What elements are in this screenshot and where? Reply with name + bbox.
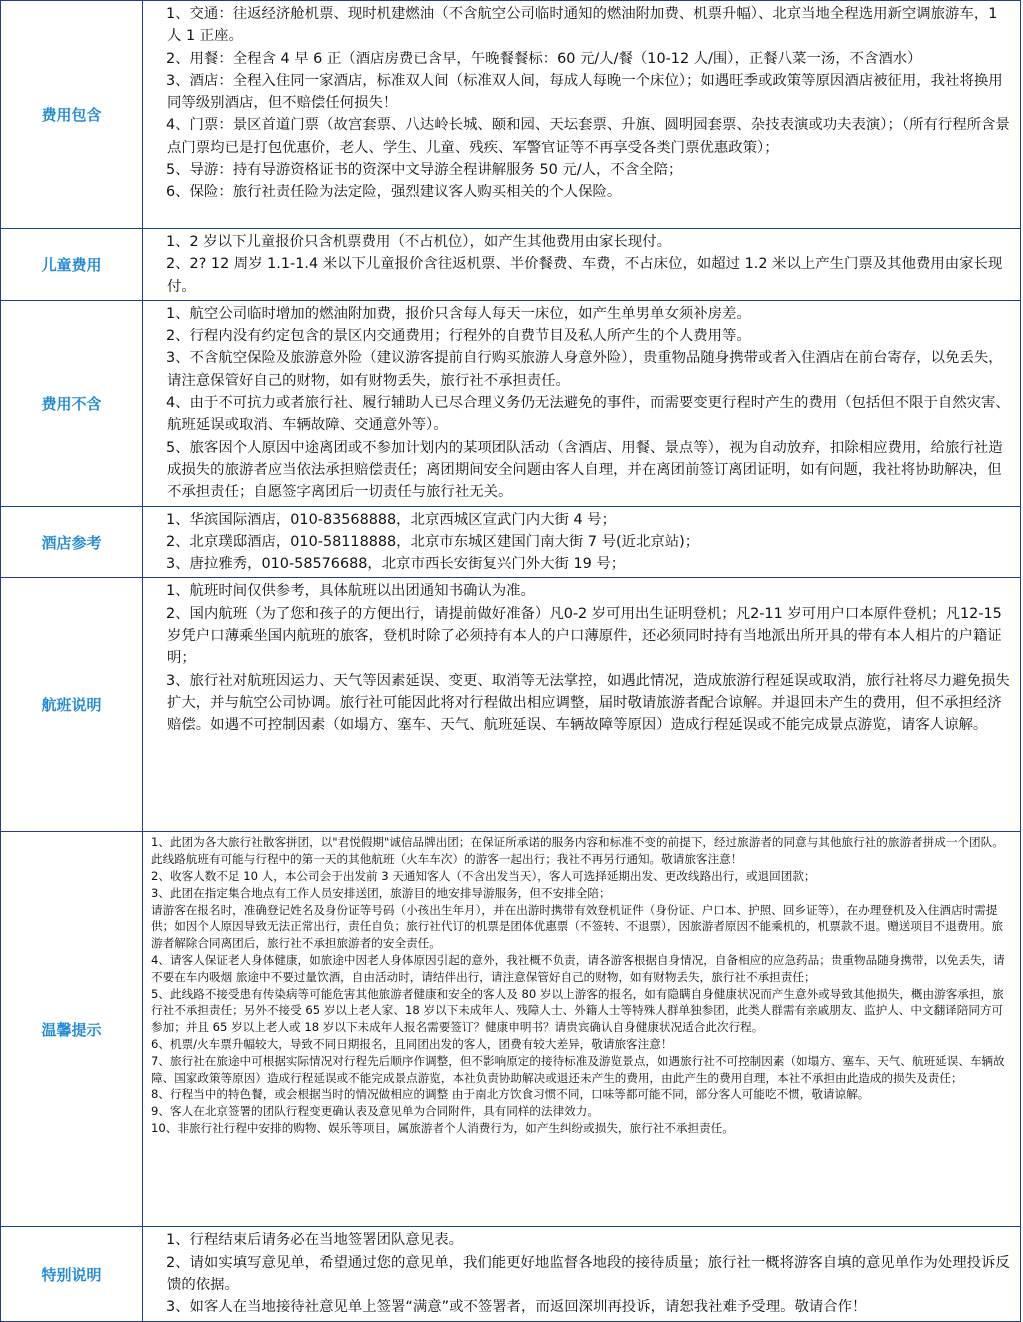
itinerary-terms-body bbox=[1, 1, 1021, 1322]
section-row bbox=[1, 300, 1021, 506]
section-item: 2、北京璞邸酒店，010-58118888，北京市东城区建国门南大街 7 号(近北京站)； bbox=[166, 533, 700, 550]
section-content bbox=[143, 832, 1021, 1227]
section-row bbox=[1, 1227, 1021, 1322]
section-label: 费用包含 bbox=[1, 1, 143, 229]
section-item: 3、此团在指定集合地点有工作人员安排送团，旅游目的地安排导游服务，但不安排全陪； bbox=[151, 885, 611, 900]
section-content bbox=[143, 1227, 1021, 1322]
section-label: 温馨提示 bbox=[1, 832, 143, 1227]
section-item: 9、客人在北京签署的团队行程变更确认表及意见单为合同附件，具有同样的法律效力。 bbox=[151, 1104, 599, 1119]
section-item: 2、2? 12 周岁 1.1-1.4 米以下儿童报价含往返机票、半价餐费、车费，不占床位，如超过 1.2 米以上产生门票及其他费用由家长现付。 bbox=[166, 256, 1003, 295]
section-item: 6、机票/火车票升幅较大，导致不同日期报名，且同团出发的客人，团费有较大差异，敬请旅客注意！ bbox=[151, 1037, 673, 1052]
section-label: 特别说明 bbox=[1, 1227, 143, 1322]
section-row bbox=[1, 506, 1021, 578]
section-row bbox=[1, 229, 1021, 301]
section-label: 酒店参考 bbox=[1, 506, 143, 578]
section-item: 3、不含航空保险及旅游意外险（建议游客提前自行购买旅游人身意外险），贵重物品随身携带或者入住酒店在前台寄存，以免丢失，请注意保管好自己的财物，如有财物丢失，旅行社不承担责任。 bbox=[166, 350, 1003, 389]
section-item: 1、2 岁以下儿童报价只含机票费用（不占机位），如产生其他费用由家长现付。 bbox=[166, 234, 671, 250]
section-item: 6、保险：旅行社责任险为法定险，强烈建议客人购买相关的个人保险。 bbox=[166, 184, 622, 201]
section-item: 2、请如实填写意见单，希望通过您的意见单，我们能更好地监督各地段的接待质量；旅行社一概将游客自填的意见单作为处理投诉反馈的依据。 bbox=[166, 1254, 1010, 1294]
section-item: 1、行程结束后请务必在当地签署团队意见表。 bbox=[166, 1232, 463, 1249]
section-item: 2、用餐：全程含 4 早 6 正（酒店房费已含早，午晚餐餐标：60 元/人/餐（10-12 人/围），正餐八菜一汤，不含酒水） bbox=[166, 50, 922, 67]
section-item: 3、如客人在当地接待社意见单上签署“满意”或不签署者，而返回深圳再投诉，请恕我社难予受理。敬请合作！ bbox=[166, 1299, 867, 1316]
section-item: 3、旅行社对航班因运力、天气等因素延误、变更、取消等无法掌控，如遇此情况，造成旅游行程延误或取消，旅行社将尽力避免损失扩大，并与航空公司协调。旅行社可能因此将对行程做出相应调整，届时敬请旅游者配合谅解。并退回未产生的费用，但不承担经济赔偿。如遇不可控制因素（如塌方、塞车、天气、航班延误、车辆故障等原因）造成行程延误或不能完成景点游览，请客人谅解。 bbox=[166, 672, 1010, 734]
section-item: 4、请客人保证老人身体健康，如旅途中因老人身体原因引起的意外，我社概不负责，请各游客根据自身情况，自备相应的应急药品；贵重物品随身携带，以免丢失，请不要在车内吸烟 旅途中不要过量饮酒，自由活动时，请结伴出行，请注意保管好自己的财物，如有财物丢失，旅行社不承担责任； bbox=[151, 953, 1005, 984]
section-item: 3、唐拉雅秀，010-58576688，北京市西长安街复兴门外大街 19 号； bbox=[166, 556, 626, 573]
section-item: 请游客在报名时，准确登记姓名及身份证等号码（小孩出生年月），并在出游时携带有效登机证件（身份证、户口本、护照、回乡证等），在办理登机及入住酒店时需提供；如因个人原因导致无法正常出行，责任自负；旅行社代订的机票是团体优惠票（不签转、不退票），因旅游者原因不能乘机的，机票款不退。赠送项目不退费用。旅游者解除合同离团后，旅行社不承担旅游者的安全责任。 bbox=[151, 902, 1004, 951]
section-item: 1、此团为各大旅行社散客拼团，以"君悦假期"诚信品牌出团；在保证所承诺的服务内容和标准不变的前提下，经过旅游者的同意与其他旅行社的旅游者拼成一个团队。此线路航班有可能与行程中的第一天的其他航班（火车车次）的游客一起出行；我社不再另行通知。敬请旅客注意！ bbox=[151, 835, 1004, 867]
section-item: 1、航班时间仅供参考，具体航班以出团通知书确认为准。 bbox=[166, 583, 535, 600]
section-item: 1、华滨国际酒店，010-83568888，北京西城区宣武门内大街 4 号； bbox=[166, 511, 616, 528]
section-content bbox=[143, 1, 1021, 229]
section-label: 航班说明 bbox=[1, 578, 143, 832]
section-row bbox=[1, 1, 1021, 229]
section-label: 儿童费用 bbox=[1, 229, 143, 301]
section-row bbox=[1, 832, 1021, 1227]
section-item: 3、酒店：全程入住同一家酒店，标准双人间（标准双人间，每成人每晚一个床位）；如遇旺季或政策等原因酒店被征用，我社将换用同等级别酒店，但不赔偿任何损失！ bbox=[166, 72, 1003, 112]
section-item: 2、行程内没有约定包含的景区内交通费用；行程外的自费节目及私人所产生的个人费用等。 bbox=[166, 328, 751, 345]
section-item: 5、旅客因个人原因中途离团或不参加计划内的某项团队活动（含酒店、用餐、景点等），视为自动放弃，扣除相应费用，给旅行社造成损失的旅游者应当依法承担赔偿责任；离团期间安全问题由客人自理，并在离团前签订离团证明，如有问题，我社将协助解决，但不承担责任；自愿签字离团后一切责任与旅行社无关。 bbox=[166, 439, 1003, 501]
section-content bbox=[143, 229, 1021, 301]
section-item: 10、非旅行社行程中安排的购物、娱乐等项目，属旅游者个人消费行为，如产生纠纷或损失，旅行社不承担责任。 bbox=[151, 1121, 734, 1135]
section-item: 7、旅行社在旅途中可根据实际情况对行程先后顺序作调整，但不影响原定的接待标准及游览景点，如遇旅行社不可控制因素（如塌方、塞车、天气、航班延误、车辆故障、国家政策等原因）造成行程延误或不能完成景点游览，本社负责协助解决或退还未产生的费用，由此产生的费用自理，本社不承担由此造成的损失及责任； bbox=[151, 1053, 1005, 1085]
section-item: 1、交通：往返经济舱机票、现时机建燃油（不含航空公司临时通知的燃油附加费、机票升幅）、北京当地全程选用新空调旅游车，1 人 1 正座。 bbox=[166, 6, 998, 45]
section-item: 5、导游：持有导游资格证书的资深中文导游全程讲解服务 50 元/人，不含全陪； bbox=[166, 162, 683, 179]
section-item: 1、航空公司临时增加的燃油附加费，报价只含每人每天一床位，如产生单男单女须补房差。 bbox=[166, 305, 751, 322]
section-content bbox=[143, 578, 1021, 832]
section-label: 费用不含 bbox=[1, 300, 143, 506]
section-content bbox=[143, 506, 1021, 578]
section-item: 8、行程当中的特色餐，或会根据当时的情况做相应的调整 由于南北方饮食习惯不同，口味等都可能不同，部分客人可能吃不惯，敬请谅解。 bbox=[151, 1087, 870, 1102]
section-content bbox=[143, 300, 1021, 506]
section-item: 2、收客人数不足 10 人，本公司会于出发前 3 天通知客人（不含出发当天），客人可选择延期出发、更改线路出行，或退回团款； bbox=[151, 869, 816, 884]
section-item: 4、由于不可抗力或者旅行社、履行辅助人已尽合理义务仍无法避免的事件，而需要变更行程时产生的费用（包括但不限于自然灾害、航班延误或取消、车辆故障、交通意外等）。 bbox=[166, 395, 1010, 434]
section-row bbox=[1, 578, 1021, 832]
section-item: 4、门票：景区首道门票（故宫套票、八达岭长城、颐和园、天坛套票、升旗、圆明园套票、杂技表演或功夫表演）；（所有行程所含景点门票均已是打包优惠价，老人、学生、儿童、残疾、军警官证等不再享受各类门票优惠政策）； bbox=[166, 117, 1010, 156]
section-item: 5、此线路不接受患有传染病等可能危害其他旅游者健康和安全的客人及 80 岁以上游客的报名，如有隐瞒自身健康状况而产生意外或导致其他损失，概由游客承担，旅行社不承担责任；另外不接受 65 岁以上老人家、18 岁以下未成年人、残障人士、外籍人士等特殊人群单独参团，此类人群需有亲戚朋友、监护人、中文翻译陪同方可参加；并且 65 岁以上老人或 18 岁以下未成年人报名需要签订？健康申明书？请贵宾确认自身健康状况适合此次行程。 bbox=[151, 986, 1004, 1035]
section-item: 2、国内航班（为了您和孩子的方便出行，请提前做好准备）凡0-2 岁可用出生证明登机；凡2-11 岁可用户口本原件登机；凡12-15岁凭户口薄乘坐国内航班的旅客，登机时除了必须持有本人的户口薄原件，还必须同时持有当地派出所开具的带有本人相片的户籍证明； bbox=[166, 605, 1002, 667]
